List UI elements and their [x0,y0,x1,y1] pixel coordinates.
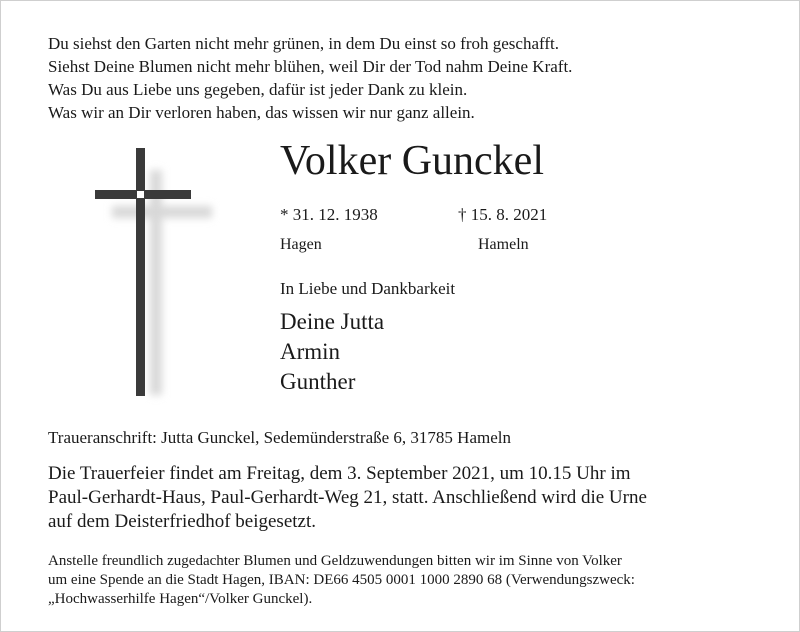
donation-line: „Hochwasserhilfe Hagen“/Volker Gunckel). [48,591,313,607]
donation-line: Anstelle freundlich zugedachter Blumen und Geldzuwendungen bitten wir im Sinne von Volker [48,553,622,569]
birth-date: * 31. 12. 1938 [280,205,378,224]
ceremony-line: auf dem Deisterfriedhof beigesetzt. [48,511,316,532]
mourning-address: Traueranschrift: Jutta Gunckel, Sedemünderstraße 6, 31785 Hameln [48,428,511,447]
death-place: Hameln [478,236,529,253]
mourner-name: Armin [280,339,341,364]
poem-line: Du siehst den Garten nicht mehr grünen, in dem Du einst so froh geschafft. [48,34,559,53]
ceremony-line: Paul-Gerhardt-Haus, Paul-Gerhardt-Weg 21, statt. Anschließend wird die Urne [48,487,647,508]
death-date: † 15. 8. 2021 [458,205,548,224]
donation-notice [48,552,635,609]
poem-line: Siehst Deine Blumen nicht mehr blühen, weil Dir der Tod nahm Deine Kraft. [48,57,573,76]
cross-vertical [136,148,145,396]
mourners-list [280,307,384,397]
mourners-tagline: In Liebe und Dankbarkeit [280,279,456,298]
poem-line: Was Du aus Liebe uns gegeben, dafür ist jeder Dank zu klein. [48,80,468,99]
mourner-name: Gunther [280,369,356,394]
ceremony-notice [48,462,647,534]
donation-line: um eine Spende an die Stadt Hagen, IBAN: DE66 4505 0001 1000 2890 68 (Verwendungszweck: [48,572,635,588]
cross-center [137,191,144,198]
mourner-name: Deine Jutta [280,309,385,334]
poem [48,32,572,124]
cross-icon [90,140,220,410]
poem-line: Was wir an Dir verloren haben, das wissen wir nur ganz allein. [48,103,475,122]
birth-place: Hagen [280,236,322,253]
deceased-name: Volker Gunckel [280,138,544,184]
cross-shadow [112,170,212,395]
ceremony-line: Die Trauerfeier findet am Freitag, dem 3. September 2021, um 10.15 Uhr im [48,463,631,484]
